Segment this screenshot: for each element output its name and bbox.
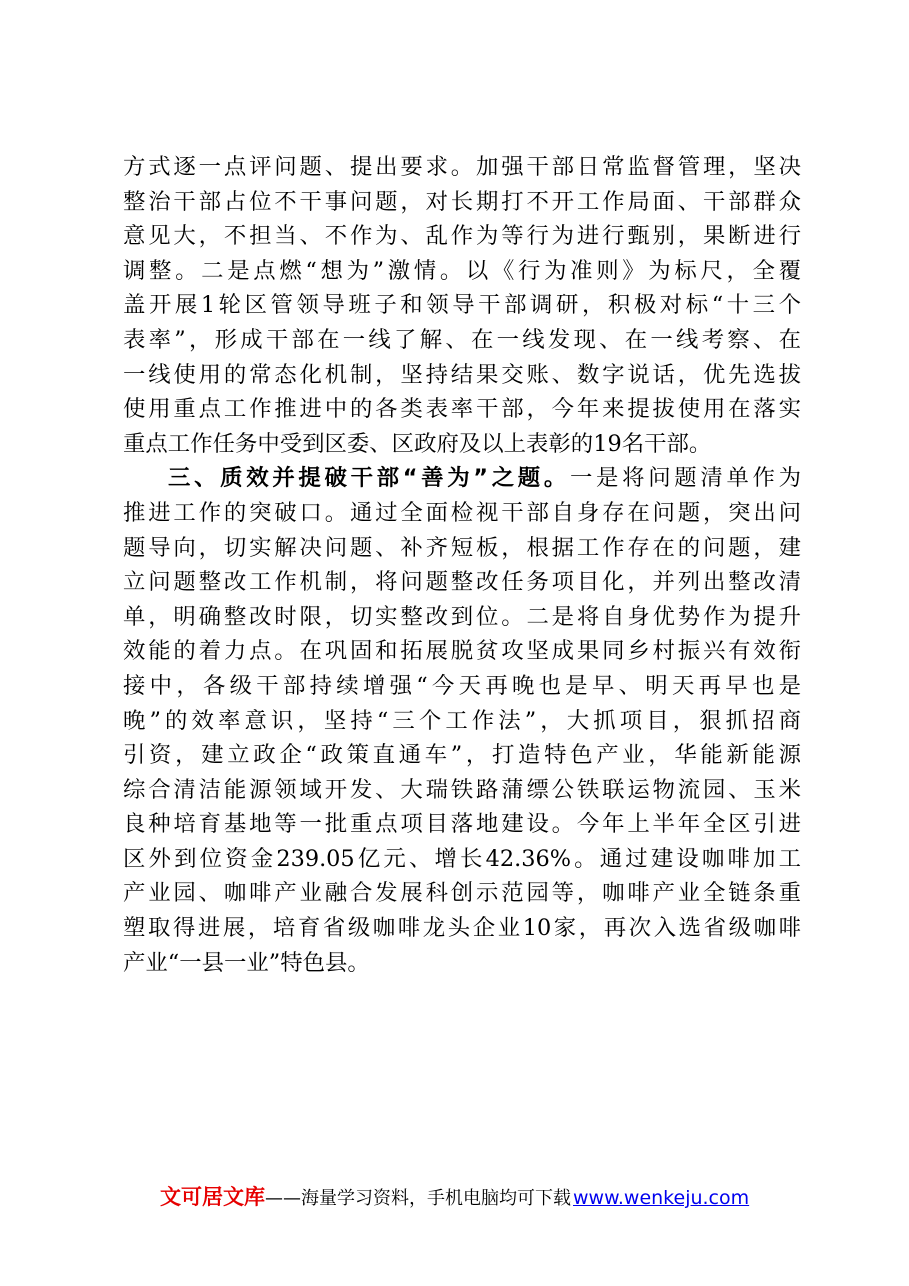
document-body (123, 150, 801, 980)
text-line: 一线使用的常态化机制，坚持结果交账、数字说话，优先选拔 (123, 361, 801, 388)
text-line: 引资，建立政企“政策直通车”，打造特色产业，华能新能源 (123, 742, 801, 769)
text-line: 综合清洁能源领域开发、大瑞铁路蒲缥公铁联运物流园、玉米 (123, 776, 801, 803)
text-line: 意见大，不担当、不作为、乱作为等行为进行甄别，果断进行 (123, 223, 801, 250)
paragraph-2 (123, 461, 801, 980)
text-line: 塑取得进展，培育省级咖啡龙头企业10家，再次入选省级咖啡 (123, 915, 801, 942)
text-line: 调整。二是点燃“想为”激情。以《行为准则》为标尺，全覆 (123, 257, 801, 284)
footer (160, 1183, 749, 1211)
paragraph-1 (123, 150, 801, 461)
text-line: 接中，各级干部持续增强“今天再晚也是早、明天再早也是 (123, 672, 801, 699)
footer-slogan: ——海量学习资料，手机电脑均可下载 (265, 1188, 571, 1209)
text-line: 区外到位资金239.05亿元、增长42.36%。通过建设咖啡加工 (123, 845, 801, 872)
text-line: 产业园、咖啡产业融合发展科创示范园等，咖啡产业全链条重 (123, 880, 801, 907)
text-line: 良种培育基地等一批重点项目落地建设。今年上半年全区引进 (123, 811, 801, 838)
text-line: 晚”的效率意识，坚持“三个工作法”，大抓项目，狠抓招商 (123, 707, 801, 734)
text-line: 盖开展1轮区管领导班子和领导干部调研，积极对标“十三个 (123, 292, 801, 319)
footer-brand: 文可居文库 (160, 1185, 265, 1209)
text-line: 单，明确整改时限，切实整改到位。二是将自身优势作为提升 (123, 603, 801, 630)
text-line: 效能的着力点。在巩固和拓展脱贫攻坚成果同乡村振兴有效衔 (123, 638, 801, 665)
text-line: 推进工作的突破口。通过全面检视干部自身存在问题，突出问 (123, 499, 801, 526)
text-line: 使用重点工作推进中的各类表率干部，今年来提拔使用在落实 (123, 396, 801, 423)
text-line: 立问题整改工作机制，将问题整改任务项目化，并列出整改清 (123, 569, 801, 596)
text-line: 产业“一县一业”特色县。 (123, 949, 370, 976)
text-line: 表率”，形成干部在一线了解、在一线发现、在一线考察、在 (123, 326, 801, 353)
text-run: 一是将问题清单作为 (569, 465, 801, 492)
text-line: 方式逐一点评问题、提出要求。加强干部日常监督管理，坚决 (123, 154, 801, 180)
footer-link[interactable]: www.wenkeju.com (573, 1187, 750, 1209)
paragraph-2-first-line (123, 461, 801, 496)
section-heading: 三、质效并提破干部“善为”之题。 (168, 465, 570, 492)
text-line: 题导向，切实解决问题、补齐短板，根据工作存在的问题，建 (123, 534, 801, 561)
text-line: 重点工作任务中受到区委、区政府及以上表彰的19名干部。 (123, 430, 712, 457)
text-line: 整治干部占位不干事问题，对长期打不开工作局面、干部群众 (123, 188, 801, 215)
